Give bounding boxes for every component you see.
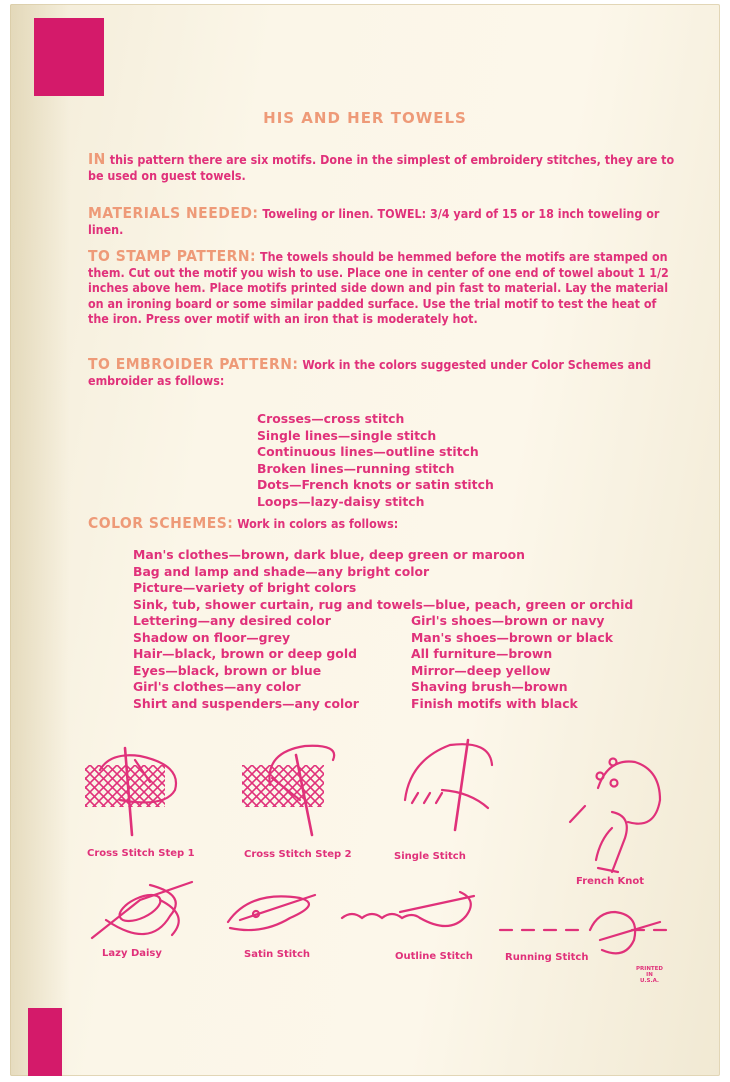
stamp-lead: TO STAMP PATTERN: (88, 247, 257, 265)
cross-stitch-step2-diagram (242, 746, 334, 835)
color-line: Shaving brush—brown (411, 679, 568, 695)
caption-lazy-daisy: Lazy Daisy (102, 948, 162, 959)
color-line: Man's clothes—brown, dark blue, deep green or maroon (133, 547, 525, 562)
color-line: Sink, tub, shower curtain, rug and towels—blue, peach, green or orchid (133, 596, 634, 612)
stitch-item: Continuous lines—outline stitch (257, 444, 479, 460)
color-line: Man's shoes—brown or black (411, 629, 613, 645)
color-schemes-text: Work in colors as follows: (233, 516, 399, 531)
stamp-text: The towels should be hemmed before the motifs are stamped on them. Cut out the motif you wish to use. Place one in center of one end of towel about 1 1/2 inches above hem. Place motifs printed side down and pin fast to material. Lay the material on an ironing board or some similar padded surface. Use the trial motif to test the heat of the iron. Press over motif with an iron that is moderately hot. (88, 249, 669, 326)
color-line: Eyes—black, brown or blue (133, 662, 322, 678)
color-line: Finish motifs with black (411, 695, 578, 711)
tape-top (34, 18, 104, 96)
color-full-lines (133, 547, 633, 613)
color-line: Hair—black, brown or deep gold (133, 646, 357, 662)
color-line: Picture—variety of bright colors (133, 580, 357, 596)
embroider-lead: TO EMBROIDER PATTERN: (88, 355, 299, 373)
stitch-item: Crosses—cross stitch (257, 411, 405, 426)
stitch-item: Dots—French knots or satin stitch (257, 477, 494, 493)
color-line: Girl's clothes—any color (133, 679, 301, 695)
intro-text: this pattern there are six motifs. Done in the simplest of embroidery stitches, they are to be used on guest towels. (88, 152, 675, 183)
color-line: Girl's shoes—brown or navy (411, 613, 605, 628)
single-stitch-diagram (405, 740, 492, 830)
embroider-text: Work in the colors suggested under Color Schemes and embroider as follows: (88, 357, 652, 388)
printed-line: U.S.A. (639, 978, 660, 984)
color-right-column (411, 613, 613, 713)
materials-text: Toweling or linen. TOWEL: 3/4 yard of 15 or 18 inch toweling or linen. (88, 206, 660, 237)
caption-single-stitch: Single Stitch (394, 851, 466, 862)
stitch-list (257, 411, 494, 511)
stamp-paragraph (88, 249, 680, 327)
color-schemes-paragraph (88, 516, 680, 532)
stitch-item: Broken lines—running stitch (257, 460, 455, 476)
outline-stitch-diagram (342, 892, 474, 926)
caption-running-stitch: Running Stitch (505, 952, 589, 963)
caption-outline-stitch: Outline Stitch (395, 951, 473, 962)
color-line: Mirror—deep yellow (411, 662, 551, 678)
color-line: Shadow on floor—grey (133, 629, 291, 645)
intro-paragraph (88, 152, 680, 183)
lazy-daisy-diagram (92, 882, 192, 938)
caption-cross-step1: Cross Stitch Step 1 (87, 848, 195, 859)
color-line: Shirt and suspenders—any color (133, 695, 359, 711)
color-schemes-lead: COLOR SCHEMES: (88, 514, 234, 532)
stitch-diagrams (0, 730, 730, 1030)
materials-lead: MATERIALS NEEDED: (88, 204, 259, 222)
intro-lead: IN (88, 150, 106, 168)
french-knot-diagram (570, 759, 660, 873)
satin-stitch-diagram (228, 895, 315, 930)
printed-line: IN (646, 972, 653, 978)
printed-in-usa-mark (636, 966, 663, 984)
color-left-column (133, 613, 359, 713)
color-line: Lettering—any desired color (133, 613, 331, 628)
color-line: All furniture—brown (411, 646, 553, 662)
printed-line: PRINTED (636, 966, 663, 972)
stitch-item: Single lines—single stitch (257, 427, 437, 443)
caption-french-knot: French Knot (576, 876, 645, 887)
caption-satin-stitch: Satin Stitch (244, 949, 310, 960)
embroider-paragraph (88, 357, 680, 388)
running-stitch-diagram (500, 912, 666, 953)
cross-stitch-step1-diagram (85, 748, 176, 835)
page-title: HIS AND HER TOWELS (263, 109, 467, 127)
stitch-item: Loops—lazy-daisy stitch (257, 493, 425, 509)
materials-paragraph (88, 206, 680, 237)
color-line: Bag and lamp and shade—any bright color (133, 563, 430, 579)
caption-cross-step2: Cross Stitch Step 2 (244, 849, 352, 860)
